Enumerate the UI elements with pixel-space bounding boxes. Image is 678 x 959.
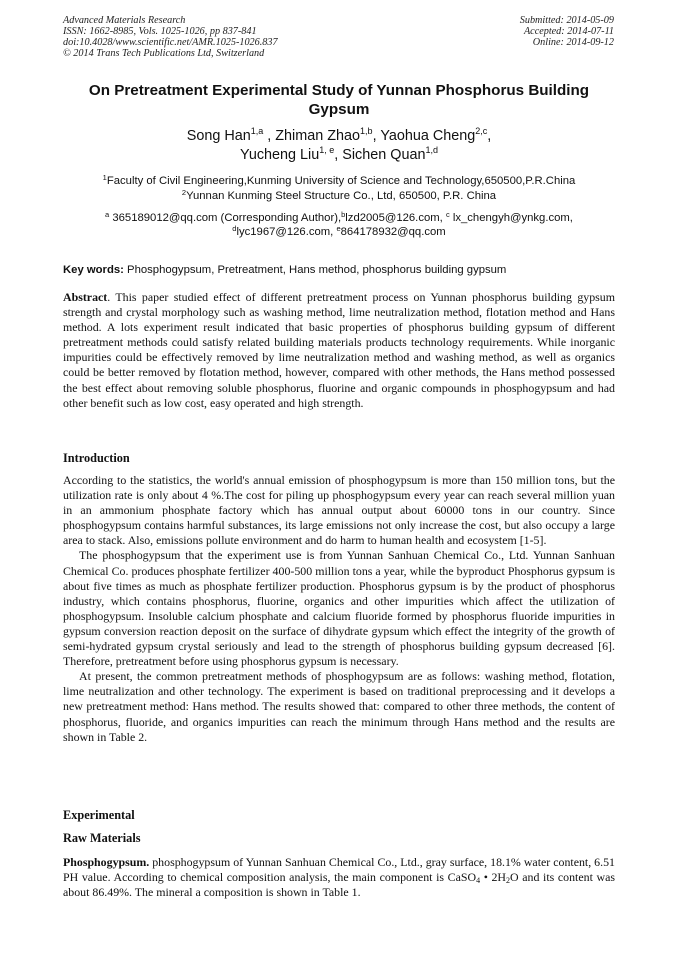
author-affiliation-mark: 1,a	[250, 126, 264, 136]
journal-doi: doi:10.4028/www.scientific.net/AMR.1025-1026.837	[63, 37, 278, 48]
abstract-label: Abstract	[63, 290, 108, 304]
author-name: Yaohua Cheng	[380, 128, 476, 144]
author-name: Sichen Quan	[342, 147, 426, 163]
subscript: 2	[506, 876, 511, 886]
paper-title: On Pretreatment Experimental Study of Yunnan Phosphorus Building Gypsum	[88, 82, 590, 118]
author-affiliation-mark: 2,c	[475, 126, 488, 136]
paragraph: The phosphogypsum that the experiment use is from Yunnan Sanhuan Chemical Co., Ltd. Yunnan Sanhuan Chemical Co. produces phosphate fertilizer 400-500 million tons a year, while the byproduct Phosphorus gypsum is about five times as much as phosphate fertilizer production. Phosphorus gypsum is by the product of phosphorus industry, which contains phosphorus, fluorine, organics and other impurities which affect the utilization of phosphogypsum. Insoluble calcium phosphate and calcium fluoride formed by phosphorus fluoride impurities in gypsum conversion reaction deposit on the surface of dihydrate gypsum which effect the integrity of the growth of semi-hydrated gypsum crystal seriously and lead to the strength of phosphorus building gypsum decreased [6]. Therefore, pretreatment before using phosphorus gypsum is necessary.	[63, 548, 615, 669]
author-affiliation-mark: 1,b	[360, 126, 373, 136]
author-list: Song Han$^{1,a}$ , Zhiman Zhao$^{1,b}$, Yaohua Cheng$^{2,c}$, Yucheng Liu$^{1, e}$, Sichen Quan$^{1,d}$	[186, 126, 492, 163]
paragraph: According to the statistics, the world's annual emission of phosphogypsum is more than 150 million tons, but the utilization rate is only about 4 %.The cost for piling up phosphogypsum every year can reach several million yuan in an ammonium phosphate factory which has annual output about 60000 tons in our country. Since phosphogypsum contains harmful substances, its large emissions not only increase the cost, but also occupy a large area to stack. Also, emissions pollute environment and do harm to human health and ecosystem [1-5].	[63, 473, 615, 548]
author-name: Zhiman Zhao	[275, 128, 361, 144]
email-mark: a	[105, 210, 110, 219]
journal-name: Advanced Materials Research	[63, 15, 186, 26]
paragraph-text: phosphogypsum of Yunnan Sanhuan Chemical Co., Ltd., gray surface, 18.1% water content, 6.51 PH value. According to chemical composition analysis, the main component is CaSO	[63, 855, 615, 885]
email-address: lyc1967@126.com,	[236, 226, 337, 238]
affiliation-1	[63, 174, 615, 189]
keywords-text: Phosphogypsum, Pretreatment, Hans method, phosphorus building gypsum	[127, 264, 507, 276]
journal-copyright: © 2014 Trans Tech Publications Ltd, Switzerland	[63, 48, 265, 59]
journal-issn: ISSN: 1662-8985, Vols. 1025-1026, pp 837-841	[63, 26, 257, 37]
affiliation-mark: 1	[102, 173, 107, 182]
author-affiliation-mark: 1,d	[425, 145, 438, 155]
affiliation-text: Faculty of Civil Engineering,Kunming University of Science and Technology,650500,P.R.China	[106, 175, 576, 187]
keywords-label: Key words:	[63, 264, 124, 276]
keywords	[63, 263, 615, 277]
email-mark: d	[232, 224, 237, 233]
author-name: Song Han	[186, 128, 251, 144]
email-mark: b	[341, 210, 346, 219]
author-emails	[63, 211, 615, 239]
subsection-heading-raw-materials: Raw Materials	[63, 831, 141, 845]
paragraph-text: • 2H	[480, 870, 507, 885]
accepted-date: Accepted: 2014-07-11	[523, 26, 614, 37]
email-address: lzd2005@126.com,	[345, 212, 446, 224]
subscript: 4	[476, 876, 481, 886]
email-mark: e	[336, 224, 341, 233]
introduction-body	[63, 473, 615, 745]
submission-dates	[520, 15, 614, 48]
email-address: 365189012@qq.com (Corresponding Author),	[112, 212, 342, 224]
journal-info	[63, 15, 278, 59]
author-affiliation-mark: 1, e	[319, 145, 335, 155]
paragraph-text: O and its content was about 86.49%. The mineral a composition is shown in Table 1.	[63, 870, 616, 900]
abstract-text: . This paper studied effect of different pretreatment process on Yunnan phosphorus building gypsum strength and crystal morphology such as washing method, lime neutralization method, flotation method and Hans method. A lots experiment result indicated that basic properties of phosphorus building gypsum of different pretreatment methods could satisfy related building materials products technology requirements. While inorganic impurities could be effectively removed by lime neutralization method and washing method, as well as organics could be better removed by flotation method, however, compared with other methods, the Hans method possessed the best effect about removing soluble phosphorus, fluorine and organic compounds in phosphogypsum and had other benefit such as low cost, easy operated and high strength.	[63, 290, 615, 410]
online-date: Online: 2014-09-12	[532, 37, 614, 48]
email-address: lx_chengyh@ynkg.com,	[452, 212, 573, 224]
affiliation-text: Yunnan Kunming Steel Structure Co., Ltd, 650500, P.R. China	[186, 190, 497, 202]
email-mark: c	[445, 210, 450, 219]
affiliation-mark: 2	[181, 188, 187, 197]
phosphogypsum-label: Phosphogypsum.	[63, 855, 150, 869]
affiliations	[63, 174, 615, 204]
section-heading-experimental: Experimental	[63, 808, 135, 822]
submitted-date: Submitted: 2014-05-09	[519, 15, 614, 26]
abstract	[63, 290, 615, 411]
author-name: Yucheng Liu	[240, 147, 320, 163]
phosphogypsum-paragraph	[63, 855, 615, 900]
section-heading-introduction: Introduction	[63, 451, 130, 465]
paragraph: At present, the common pretreatment methods of phosphogypsum are as follows: washing method, flotation, lime neutralization and other technology. The experiment is based on traditional preprocessing and it develops a new pretreatment method: Hans method. The results showed that: compared to other three methods, the content of phosphorus, fluoride, and organics impurities can reach the minimum through Hans method and the results are shown in Table 2.	[63, 669, 615, 744]
email-address: 864178932@qq.com	[340, 226, 446, 238]
affiliation-2	[63, 189, 615, 204]
